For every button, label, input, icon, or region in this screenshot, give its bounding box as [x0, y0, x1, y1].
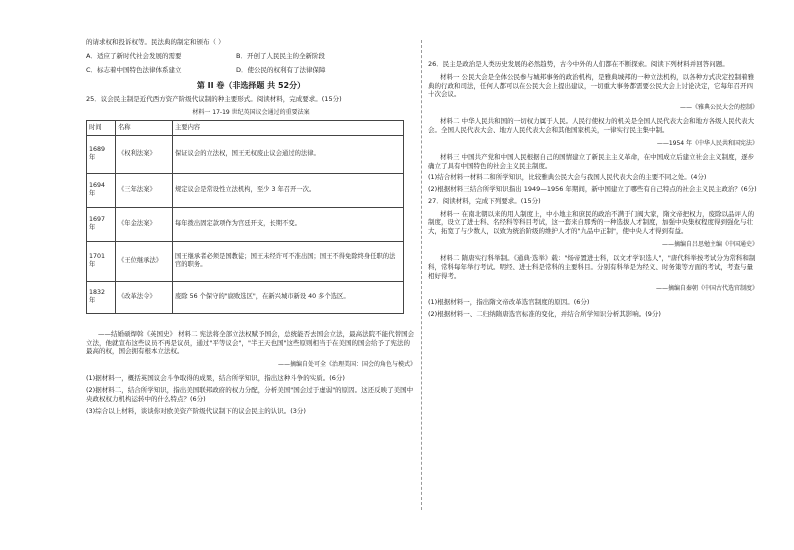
table-header	[87, 120, 404, 135]
sub-question-1: (1)据材料一，概括英国议会斗争取得的成果，结合所学知识，指出这种斗争的实质。(6分)	[86, 374, 345, 383]
section-title: 第 II 卷（非选择题 共 52分）	[196, 81, 306, 91]
row-name: 《王位继承法》	[116, 241, 173, 281]
header-content: 主要内容	[173, 120, 404, 135]
row-year: 1832 年	[87, 281, 116, 313]
material-2: 材料二 中华人民共和国的一切权力属于人民。人民行使权力的机关是全国人民代表大会和地方各级人民代表大会。全国人民代表大会、地方人民代表大会和其他国家机关，一律实行民主集中制。	[428, 117, 755, 134]
material-3: 材料三 中国共产党和中国人民根据自己的国情建立了新民主主义革命，在中国成立后建立社会主义制度，逐步确立了具有中国特色的社会主义民主制度。	[428, 152, 755, 170]
table-caption: 材料一 17-19 世纪英国议会通过的重要法案	[192, 108, 310, 116]
option-b: B．开创了人民民主的全新阶段	[236, 51, 325, 60]
header-name: 名称	[116, 120, 173, 135]
question-26: 26．民主是政治是人类历史发展的必然趋势，古今中外的人们都在不断探索。阅读下列材料并回答问题。	[428, 60, 729, 68]
material-27-1-source: ——摘编自吕思勉主编《中国通史》	[661, 240, 758, 248]
sub-question-2: (2)根据材料三结合所学知识指出 1949—1956 年期间，新中国建立了哪些有自己特点的社会主义民主政治？(6分)	[428, 185, 757, 194]
sub-question-3: (3)综合以上材料，谈谈你对欧美资产阶级代议制下的议会民主的认识。(3分)	[86, 406, 306, 415]
material-2: ——结婚硕焊斡《英国史》 材料二 宪法将全部立法权赋予国会，总统能否去国会立法，最高法院不能代替国会立法，他就宣布这些议员不再是议员，通过"平等议会"，"半王天也国"这些原则相当于在美国的国会给予了宪法的最高的权，国会拥有根本立法权。	[86, 329, 415, 356]
sub-question-1: (1)结合材料一材料二和所学知识，比较雅典公民大会与我国人民代表大会的主要不同之处。(4分)	[428, 173, 707, 182]
sub-question-27-1: (1)根据材料一，指出隋文帝改革选官制度的原因。(6分)	[428, 298, 590, 307]
material-1-source: ——《雅典公民大会的控制》	[679, 104, 758, 112]
table-row	[87, 281, 404, 313]
row-year: 1697 年	[87, 207, 116, 241]
right-column	[428, 60, 758, 319]
row-name: 《改革法令》	[116, 281, 173, 313]
row-name: 《权利法案》	[116, 135, 173, 173]
row-year: 1689 年	[87, 135, 116, 173]
material-2-source: ——1954 年《中华人民共和国宪法》	[656, 139, 758, 147]
question-stem: 的请求权和投诉权等。民法典的制定和颁布（ ）	[86, 38, 225, 46]
row-content: 国王继承者必须是国教徒；国王未经许可不准出国；国王不得免除终身任职的法官的职务。	[173, 241, 404, 281]
material-27-2: 材料二 隋唐实行科举制。《通典·选举》载："炀帝置进士科，以文才学识选人"，"唐代科举按考试分为常科和制科，常科每年举行考试。明经、进士科是常科的主要科目。分别有科举是为经义、时务策等方面的考试，考查与量相好得考。	[428, 254, 756, 280]
option-d: D．使公民的权利有了法律保障	[236, 65, 326, 74]
laws-table	[86, 120, 404, 314]
row-name: 《三年法案》	[116, 173, 173, 207]
material-1: 材料一 公民大会是全体公民参与城邦事务的政治机构，是雅典城邦的一种立法机构，以各种方式决定控制着雅典的行政和司法，任何人都可以在公民大会上提出建议，一切重大事务都需要公民大会上讨论决定，它每年召开四十次会议。	[428, 72, 755, 99]
row-content: 保证议会的立法权，国王无权废止议会通过的法律。	[173, 135, 404, 173]
options	[86, 52, 416, 75]
row-content: 规定议会是常设性立法机构，至少 3 年召开一次。	[173, 173, 404, 207]
material-27-1: 材料一 在南北朝以来的用人制度上，中小地主和庶民的政治不满于门阀大家，隋文帝把权力，废除以品评人的制度，设立了进士科、名经科等科目考试，这一套来自那秀的一种选拔人才制度，加强中央集权程度得到强化与壮大，拓宽了与少数人，以致为统治阶级的维护人才的"九品中正制"，使中央人才得到有益。	[428, 209, 755, 236]
material-2-source: ——摘编自处可全《治理美国：国会的角色与模式》	[277, 361, 416, 369]
question-25: 25．议会民主制是近代西方资产阶级代议制的种主要形式。阅读材料，完成要求。(15分)	[86, 95, 342, 104]
table-row	[87, 207, 404, 241]
table-row	[87, 241, 404, 281]
sub-question-27-2: (2)根据材料一、二归纳隋唐选官标准的变化，并结合所学知识分析其影响。(9分)	[428, 310, 661, 319]
table-row	[87, 173, 404, 207]
option-c: C．标志着中国特色法律体系建立	[86, 65, 182, 74]
column-divider	[421, 40, 422, 510]
table-row	[87, 135, 404, 173]
material-27-2-source: ——摘编自秦朝《中国古代选官制度》	[655, 285, 758, 293]
header-time: 时间	[87, 120, 116, 135]
row-content: 废除 56 个保守的"腐败选区"，在新兴城市新设 40 多个选区。	[173, 281, 404, 313]
sub-question-2: (2)据材料二，结合所学知识，指出美国联邦政府的权力分配，分析美国"国会过于虚弱"的原因。这还反映了美国中央政权权力机构运转中的什么特点？(6分)	[86, 386, 414, 403]
question-27: 27．阅读材料，完成下列要求。(15分)	[428, 196, 541, 205]
row-name: 《年金法案》	[116, 207, 173, 241]
row-year: 1701 年	[87, 241, 116, 281]
option-a: A．适应了新时代社会发展的需要	[86, 51, 182, 60]
row-year: 1694 年	[87, 173, 116, 207]
left-column	[86, 38, 416, 415]
row-content: 每年拨出固定款项作为宫廷开支，长期不变。	[173, 207, 404, 241]
